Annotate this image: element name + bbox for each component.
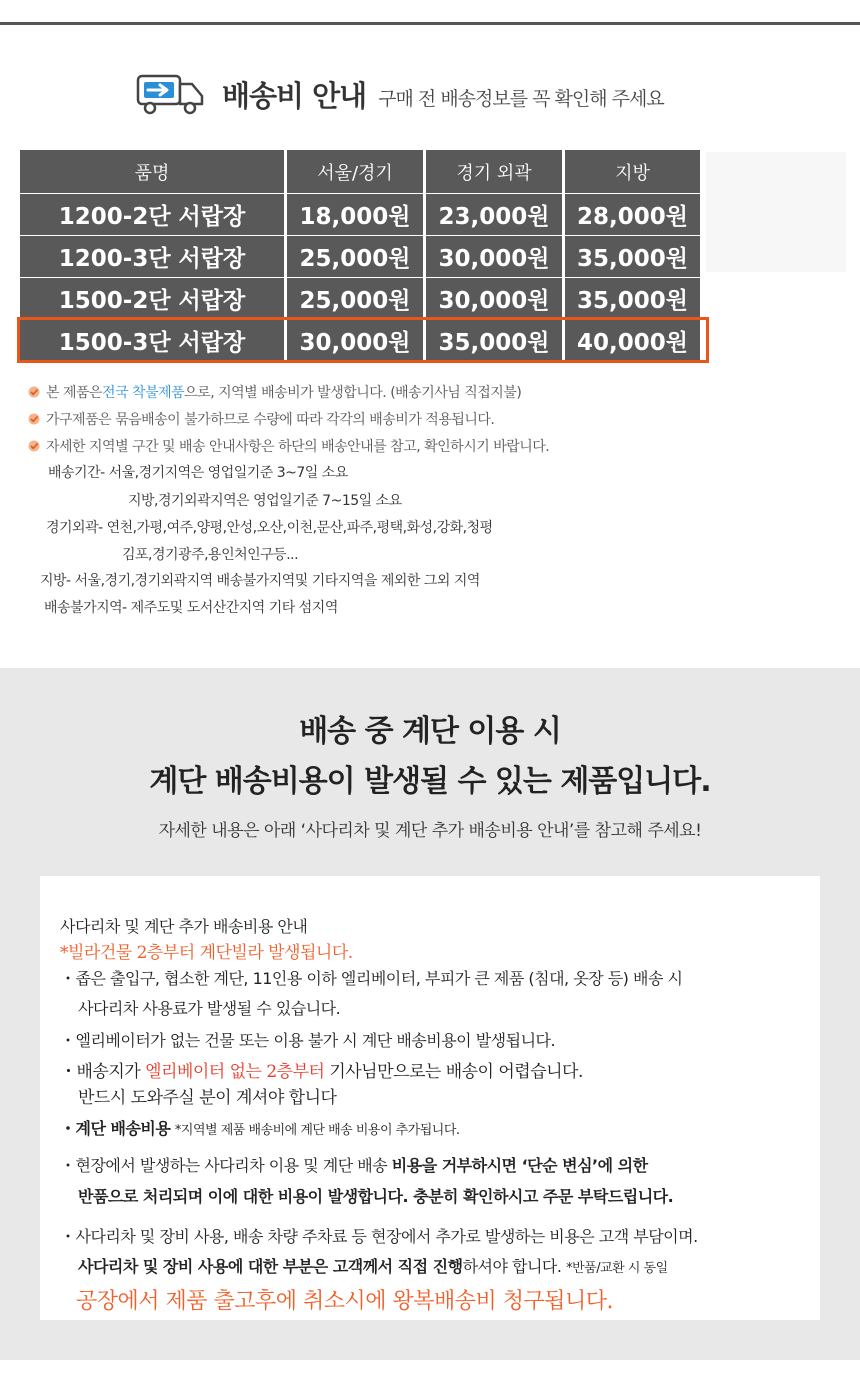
background-panel: [706, 152, 846, 272]
delivery-period-text: 배송기간- 서울,경기지역은 영업일기준 3~7일 소요: [48, 465, 348, 481]
table-row: [20, 236, 703, 277]
highlight-frame: [17, 317, 709, 363]
page-title: 배송비 안내: [222, 78, 367, 113]
card-line: 반품으로 처리되며 이에 대한 비용이 발생합니다. 충분히 확인하시고 주문 부탁드립니다.: [78, 1187, 674, 1206]
check-icon: [28, 386, 40, 398]
header-cell-seoul: 서울/경기: [287, 150, 423, 193]
villa-note: *빌라건물 2층부터 계단빌라 발생됩니다.: [60, 943, 353, 963]
price-cell: 30,000원: [287, 320, 423, 361]
stairs-title-line1: 배송 중 계단 이용 시: [299, 714, 561, 749]
extra-fee-card: [40, 876, 820, 1320]
notes-list: [28, 378, 549, 459]
price-cell: 35,000원: [565, 236, 700, 277]
table-row: [20, 194, 703, 235]
price-cell: 23,000원: [426, 194, 562, 235]
card-text: ・현장에서 발생하는 사다리차 이용 및 계단 배송: [60, 1156, 392, 1175]
table-header-row: [20, 150, 703, 193]
price-cell: 18,000원: [287, 194, 423, 235]
check-icon: [28, 440, 40, 452]
no-delivery-region-text: 배송불가지역- 제주도및 도서산간지역 기타 섬지역: [44, 600, 338, 616]
list-item: [28, 405, 549, 432]
product-name-cell: 1500-3단 서랍장: [20, 320, 284, 361]
card-line: [60, 1116, 460, 1139]
list-item: [28, 432, 549, 459]
stairs-subtitle: 자세한 내용은 아래 ‘사다리차 및 계단 추가 배송비용 안내’를 참고해 주세요!: [158, 821, 702, 841]
note-text: 가구제품은 묶음배송이 불가하므로 수량에 따라 각각의 배송비가 적용됩니다.: [46, 411, 495, 428]
header-cell-province: 지방: [565, 150, 700, 193]
note-text: 자세한 지역별 구간 및 배송 안내사항은 하단의 배송안내를 참고, 확인하시기 바랍니다.: [46, 438, 550, 455]
note-highlight: 전국 착불제품: [102, 384, 185, 401]
cancel-fee-notice: 공장에서 제품 출고후에 취소시에 왕복배송비 청구됩니다.: [76, 1289, 614, 1314]
price-cell: 25,000원: [287, 236, 423, 277]
product-name-cell: 1500-2단 서랍장: [20, 278, 284, 319]
header-cell-product: 품명: [20, 150, 284, 193]
note-text: 본 제품은: [46, 384, 103, 401]
card-text: ・배송지가: [60, 1062, 146, 1082]
card-text-small: *지역별 제품 배송비에 계단 배송 비용이 추가됩니다.: [174, 1123, 460, 1138]
price-cell: 30,000원: [426, 236, 562, 277]
card-text: 하셔야 합니다.: [462, 1257, 562, 1276]
card-line: [78, 1254, 668, 1277]
card-text-small: *반품/교환 시 동일: [566, 1261, 668, 1276]
price-cell: 40,000원: [565, 320, 700, 361]
price-cell: 35,000원: [565, 278, 700, 319]
product-name-cell: 1200-2단 서랍장: [20, 194, 284, 235]
table-row: [20, 278, 703, 319]
outskirts-region-text: 김포,경기광주,용인처인구등...: [122, 547, 299, 563]
outskirts-region-text: 경기외곽- 연천,가평,여주,양평,안성,오산,이천,문산,파주,평택,화성,강화,청평: [46, 520, 493, 536]
delivery-truck-icon: [136, 70, 206, 118]
note-text: 으로, 지역별 배송비가 발생합니다. (배송기사님 직접지불): [184, 384, 522, 401]
header-cell-outskirts: 경기 외곽: [426, 150, 562, 193]
delivery-period-text: 지방,경기외곽지역은 영업일기준 7~15일 소요: [128, 493, 402, 509]
card-line: [60, 1153, 648, 1176]
card-text-bold: 비용을 거부하시면 ‘단순 변심’에 의한: [391, 1156, 648, 1175]
top-divider: [0, 22, 860, 25]
price-cell: 30,000원: [426, 278, 562, 319]
card-line: 사다리차 사용료가 발생될 수 있습니다.: [78, 999, 341, 1018]
province-region-text: 지방- 서울,경기,경기외곽지역 배송불가지역및 기타지역을 제외한 그외 지역: [40, 573, 480, 589]
price-cell: 35,000원: [426, 320, 562, 361]
card-line: [60, 1057, 583, 1082]
card-line: ・엘리베이터가 없는 건물 또는 이용 불가 시 계단 배송비용이 발생됩니다.: [60, 1031, 556, 1050]
page-subtitle: 구매 전 배송정보를 꼭 확인해 주세요: [378, 87, 664, 110]
card-text-bold: 사다리차 및 장비 사용에 대한 부분은 고객께서 직접 진행: [78, 1257, 463, 1276]
check-icon: [28, 413, 40, 425]
stairs-title-line2: 계단 배송비용이 발생될 수 있는 제품입니다.: [149, 764, 711, 799]
card-line: 반드시 도와주실 분이 계셔야 합니다: [78, 1088, 337, 1108]
product-name-cell: 1200-3단 서랍장: [20, 236, 284, 277]
price-cell: 28,000원: [565, 194, 700, 235]
card-line: ・사다리차 및 장비 사용, 배송 차량 주차료 등 현장에서 추가로 발생하는 비용은 고객 부담이며.: [60, 1227, 698, 1246]
list-item: [28, 378, 549, 405]
card-text-red: 엘리베이터 없는 2층부터: [145, 1062, 325, 1082]
card-text-bold: ・계단 배송비용: [60, 1119, 171, 1138]
card-heading: 사다리차 및 계단 추가 배송비용 안내: [60, 917, 308, 936]
price-cell: 25,000원: [287, 278, 423, 319]
card-line: ・좁은 출입구, 협소한 계단, 11인용 이하 엘리베이터, 부피가 큰 제품 (침대, 옷장 등) 배송 시: [60, 969, 683, 988]
shipping-header: [136, 70, 664, 118]
card-text: 기사님만으로는 배송이 어렵습니다.: [324, 1062, 583, 1082]
